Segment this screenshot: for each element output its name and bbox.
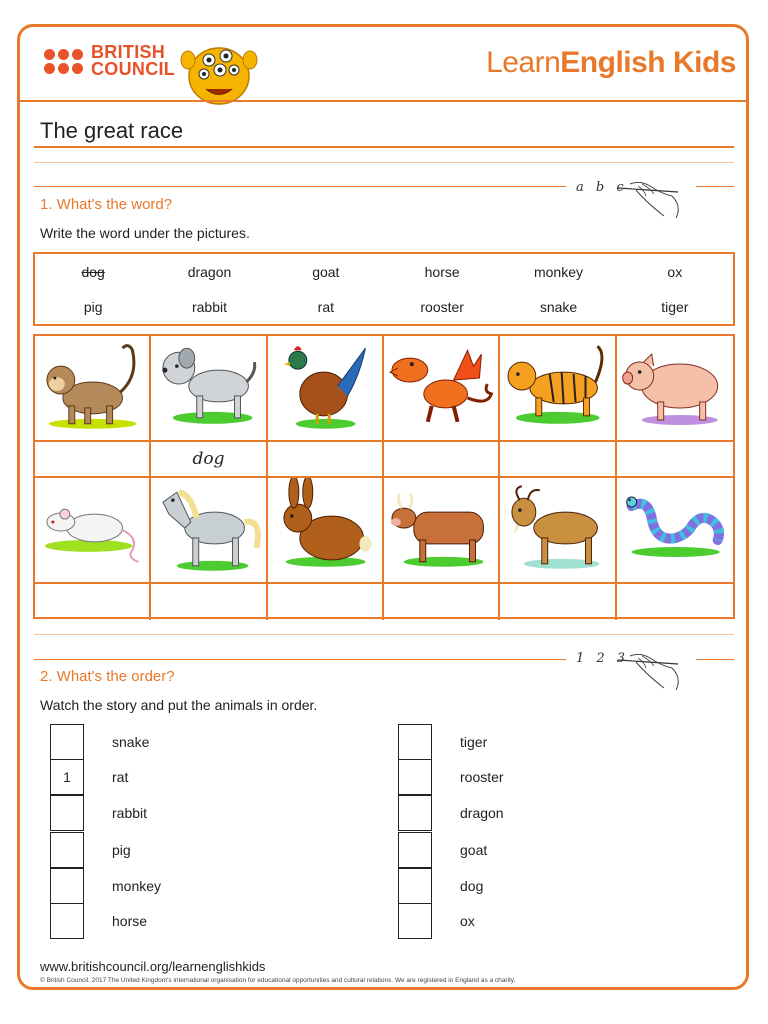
word-bank-item: ox <box>667 263 683 280</box>
order-animal-label: rabbit <box>112 805 148 821</box>
rooster-picture <box>268 336 384 442</box>
numbers-label: 1 2 3 <box>576 651 630 666</box>
british-council-logo <box>44 44 175 78</box>
order-number-box[interactable] <box>398 868 432 904</box>
tiger-picture <box>500 336 616 442</box>
dragon-picture <box>384 336 500 442</box>
order-animal-label: pig <box>112 842 131 858</box>
order-row <box>50 795 148 831</box>
word-bank-item: horse <box>424 263 460 280</box>
order-number-box[interactable] <box>50 868 84 904</box>
order-animal-label: horse <box>112 913 148 929</box>
answer-cell[interactable] <box>384 442 500 478</box>
section-1-title: 1. What's the word? <box>40 196 173 213</box>
order-row <box>398 724 488 760</box>
answer-cell[interactable] <box>35 584 151 620</box>
rabbit-picture <box>268 478 384 584</box>
word-bank-item: dragon <box>187 263 232 280</box>
order-row <box>50 724 150 760</box>
order-animal-label: dragon <box>460 805 504 821</box>
order-animal-label: monkey <box>112 878 162 894</box>
section-1-line-right <box>696 186 734 187</box>
order-row <box>398 903 475 939</box>
monkey-picture <box>35 336 151 442</box>
order-animal-label: ox <box>460 913 475 929</box>
word-bank-item: rabbit <box>191 298 227 315</box>
answer-cell[interactable] <box>268 584 384 620</box>
section-2-title: 2. What's the order? <box>40 668 175 685</box>
answer-cell[interactable] <box>268 442 384 478</box>
order-number-box[interactable] <box>398 724 432 760</box>
order-number-box[interactable] <box>398 903 432 939</box>
order-row <box>398 759 504 795</box>
answer-cell[interactable] <box>500 442 616 478</box>
section-2-line-right <box>696 659 734 660</box>
word-bank-item: snake <box>539 298 578 315</box>
section-1-line <box>34 186 566 187</box>
rat-picture <box>35 478 151 584</box>
order-number-box[interactable] <box>50 724 84 760</box>
horse-picture <box>151 478 267 584</box>
order-animal-label: snake <box>112 734 150 750</box>
order-number-box[interactable] <box>398 795 432 831</box>
answer-cell[interactable] <box>384 584 500 620</box>
word-bank-item: tiger <box>661 298 689 315</box>
logo-line-1: BRITISH <box>91 42 166 62</box>
dog-picture <box>151 336 267 442</box>
answer-cell[interactable] <box>500 584 616 620</box>
answer-cell[interactable] <box>151 584 267 620</box>
learnenglish-kids-logo: LearnEnglish Kids <box>486 46 736 79</box>
order-animal-label: dog <box>460 878 484 894</box>
picture-grid <box>33 334 735 619</box>
order-number-box[interactable]: 1 <box>50 759 84 795</box>
word-bank-item: goat <box>312 263 340 280</box>
answer-cell[interactable] <box>35 442 151 478</box>
order-number-box[interactable] <box>50 795 84 831</box>
order-number-box[interactable] <box>398 832 432 868</box>
order-number-box[interactable] <box>398 759 432 795</box>
footer-url: www.britishcouncil.org/learnenglishkids <box>40 959 266 974</box>
abc-label: a b c <box>576 180 628 195</box>
snake-picture <box>617 478 733 584</box>
divider <box>34 162 734 163</box>
writing-hand-icon <box>616 648 686 694</box>
ox-picture <box>384 478 500 584</box>
word-bank-item: rooster <box>420 298 464 315</box>
section-2-line <box>34 659 566 660</box>
order-animal-label: tiger <box>460 734 488 750</box>
logo-dots-icon <box>44 49 83 74</box>
order-number-box[interactable] <box>50 832 84 868</box>
order-row <box>50 832 131 868</box>
word-bank-item: monkey <box>533 263 583 280</box>
order-animal-label: rat <box>112 769 129 785</box>
divider <box>34 634 734 635</box>
order-row <box>50 868 162 904</box>
order-row <box>398 868 484 904</box>
word-bank-item: rat <box>317 298 334 315</box>
goat-picture <box>500 478 616 584</box>
writing-hand-icon <box>616 176 686 222</box>
word-bank-item: dog <box>81 263 105 280</box>
order-row <box>50 759 129 795</box>
word-bank <box>33 252 735 326</box>
logo-line-2: COUNCIL <box>91 59 176 79</box>
answer-cell[interactable] <box>617 442 733 478</box>
section-2-instruction: Watch the story and put the animals in order. <box>40 697 318 713</box>
header-divider <box>20 100 748 102</box>
order-row <box>398 832 488 868</box>
order-animal-label: rooster <box>460 769 504 785</box>
title-underline <box>34 146 734 148</box>
footer-copyright: © British Council, 2017 The United Kingdom's international organisation for educational opportunities and cultural relations. We are registered in England as a charity. <box>40 977 516 984</box>
order-row <box>50 903 148 939</box>
answer-cell[interactable] <box>617 584 733 620</box>
section-1-instruction: Write the word under the pictures. <box>40 225 250 241</box>
mascot-icon <box>176 34 262 106</box>
order-animal-label: goat <box>460 842 488 858</box>
worksheet-title: The great race <box>40 118 184 143</box>
word-bank-item: pig <box>83 298 103 315</box>
order-number-box[interactable] <box>50 903 84 939</box>
order-row <box>398 795 504 831</box>
pig-picture <box>617 336 733 442</box>
answer-cell[interactable]: dog <box>151 442 267 478</box>
